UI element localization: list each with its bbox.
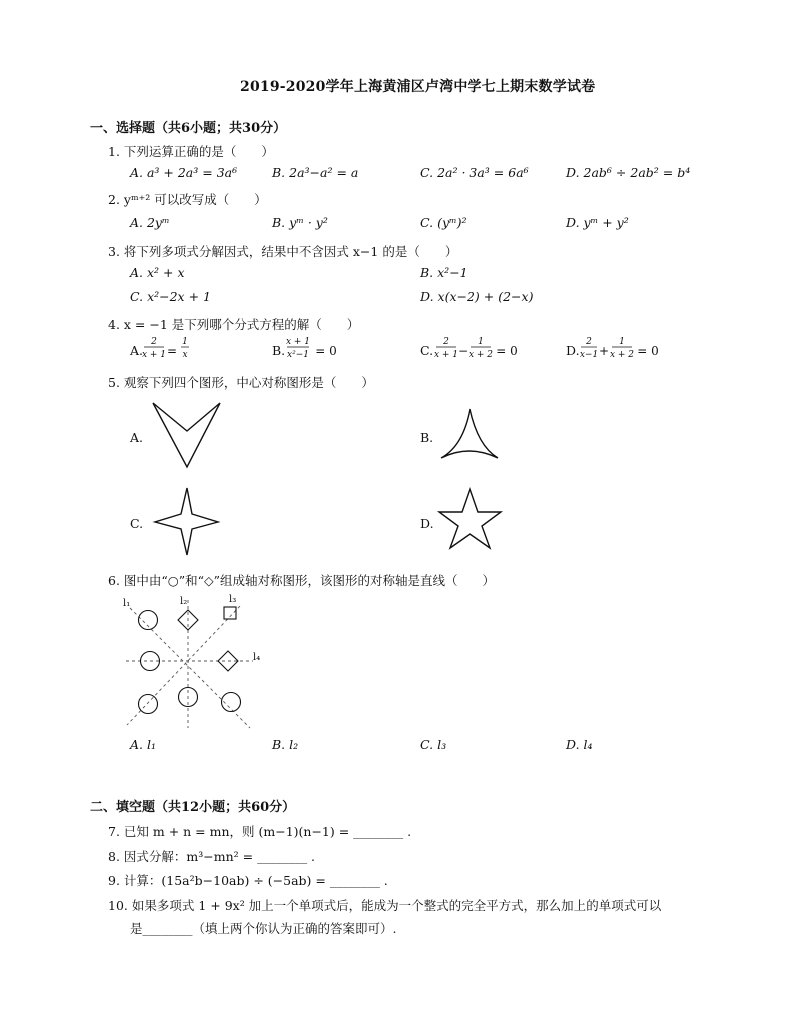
q5-option-a-label[interactable]: A. bbox=[130, 430, 144, 445]
q3-option-c[interactable]: C. x²−2x + 1 bbox=[130, 289, 211, 304]
q1-option-c[interactable]: C. 2a² · 3a³ = 6a⁶ bbox=[420, 165, 529, 180]
q1-option-a[interactable]: A. a³ + 2a³ = 3a⁶ bbox=[130, 165, 238, 180]
q4a-equals: = bbox=[166, 344, 178, 358]
q3-option-b[interactable]: B. x²−1 bbox=[420, 265, 468, 280]
q4b-frac-num: x + 1 bbox=[285, 337, 311, 347]
circle-shape bbox=[139, 695, 158, 714]
q6-option-c[interactable]: C. l₃ bbox=[420, 737, 447, 752]
q4-option-d-label[interactable]: D. bbox=[566, 343, 580, 358]
axis-l3-label: l₃ bbox=[229, 594, 237, 605]
q4a-frac1-num: 2 bbox=[151, 337, 157, 347]
question-5-stem: 5. 观察下列四个图形，中心对称图形是（ ） bbox=[108, 375, 374, 390]
question-1-stem: 1. 下列运算正确的是（ ） bbox=[108, 144, 274, 159]
question-4-stem: 4. x = −1 是下列哪个分式方程的解（ ） bbox=[108, 317, 360, 332]
q3-option-d[interactable]: D. x(x−2) + (2−x) bbox=[420, 289, 534, 304]
q4d-rhs: = 0 bbox=[637, 344, 659, 358]
q5-option-d-label[interactable]: D. bbox=[420, 516, 434, 531]
page-title: 2019-2020学年上海黄浦区卢湾中学七上期末数学试卷 bbox=[240, 79, 596, 95]
question-10-line1: 10. 如果多项式 1 + 9x² 加上一个单项式后，能成为一个整式的完全平方式，那么加上的单项式可以 bbox=[108, 898, 662, 913]
q2-option-b[interactable]: B. yᵐ · y² bbox=[272, 215, 328, 230]
q4a-frac2-den: x bbox=[182, 350, 188, 360]
q2-option-d[interactable]: D. yᵐ + y² bbox=[566, 215, 629, 230]
q6-option-a[interactable]: A. l₁ bbox=[130, 737, 156, 752]
q4d-frac1-den: x−1 bbox=[579, 350, 599, 360]
q4b-rhs: = 0 bbox=[315, 344, 337, 358]
q4c-frac2-num: 1 bbox=[478, 337, 484, 347]
q5-option-b-label[interactable]: B. bbox=[420, 430, 434, 445]
axis-l4-label: l₄ bbox=[253, 652, 261, 663]
q4d-frac2-num: 1 bbox=[619, 337, 625, 347]
axis-l1-label: l₁ bbox=[123, 598, 131, 609]
question-2-stem: 2. yᵐ⁺² 可以改写成（ ） bbox=[108, 192, 267, 207]
axis-l2-label: l₂ bbox=[180, 596, 188, 607]
q4c-frac2-den: x + 2 bbox=[468, 350, 494, 360]
q4-option-c-label[interactable]: C. bbox=[420, 343, 434, 358]
q2-option-c[interactable]: C. (yᵐ)² bbox=[420, 215, 467, 230]
q4d-frac2-den: x + 2 bbox=[609, 350, 635, 360]
q4d-frac1-num: 2 bbox=[586, 337, 592, 347]
q4c-minus: − bbox=[457, 344, 469, 358]
q1-option-d[interactable]: D. 2ab⁶ ÷ 2ab² = b⁴ bbox=[566, 165, 691, 180]
section-heading-choice: 一、选择题（共6小题；共30分） bbox=[90, 121, 287, 136]
circle-shape bbox=[139, 611, 158, 630]
section-heading-fill: 二、填空题（共12小题；共60分） bbox=[90, 800, 296, 815]
q4-option-b-label[interactable]: B. bbox=[272, 343, 286, 358]
q5-option-c-label[interactable]: C. bbox=[130, 516, 144, 531]
q4a-frac2-num: 1 bbox=[182, 337, 188, 347]
q2-option-a[interactable]: A. 2yᵐ bbox=[130, 215, 170, 230]
square-shape bbox=[224, 607, 236, 619]
q4a-frac1-den: x + 1 bbox=[141, 350, 167, 360]
q4b-frac-den: x²−1 bbox=[287, 350, 309, 360]
q1-option-b[interactable]: B. 2a³−a² = a bbox=[272, 165, 359, 180]
question-3-stem: 3. 将下列多项式分解因式，结果中不含因式 x−1 的是（ ） bbox=[108, 244, 458, 259]
q4c-frac1-num: 2 bbox=[443, 337, 449, 347]
q4c-frac1-den: x + 1 bbox=[433, 350, 459, 360]
axis-l1-line bbox=[130, 608, 250, 728]
q4d-plus: + bbox=[598, 344, 610, 358]
question-8: 8. 因式分解：m³−mn² = ________ . bbox=[108, 849, 316, 864]
question-9: 9. 计算：(15a²b−10ab) ÷ (−5ab) = ________ . bbox=[108, 873, 388, 888]
q4c-rhs: = 0 bbox=[496, 344, 518, 358]
question-7: 7. 已知 m + n = mn，则 (m−1)(n−1) = ________ . bbox=[108, 824, 412, 839]
question-10-line2: 是________（填上两个你认为正确的答案即可）. bbox=[130, 921, 397, 936]
q6-option-d[interactable]: D. l₄ bbox=[566, 737, 593, 752]
question-6-stem: 6. 图中由“○”和“◇”组成轴对称图形，该图形的对称轴是直线（ ） bbox=[108, 573, 495, 588]
q3-option-a[interactable]: A. x² + x bbox=[130, 265, 185, 280]
q4-option-a-label[interactable]: A. bbox=[130, 343, 144, 358]
q6-option-b[interactable]: B. l₂ bbox=[272, 737, 299, 752]
